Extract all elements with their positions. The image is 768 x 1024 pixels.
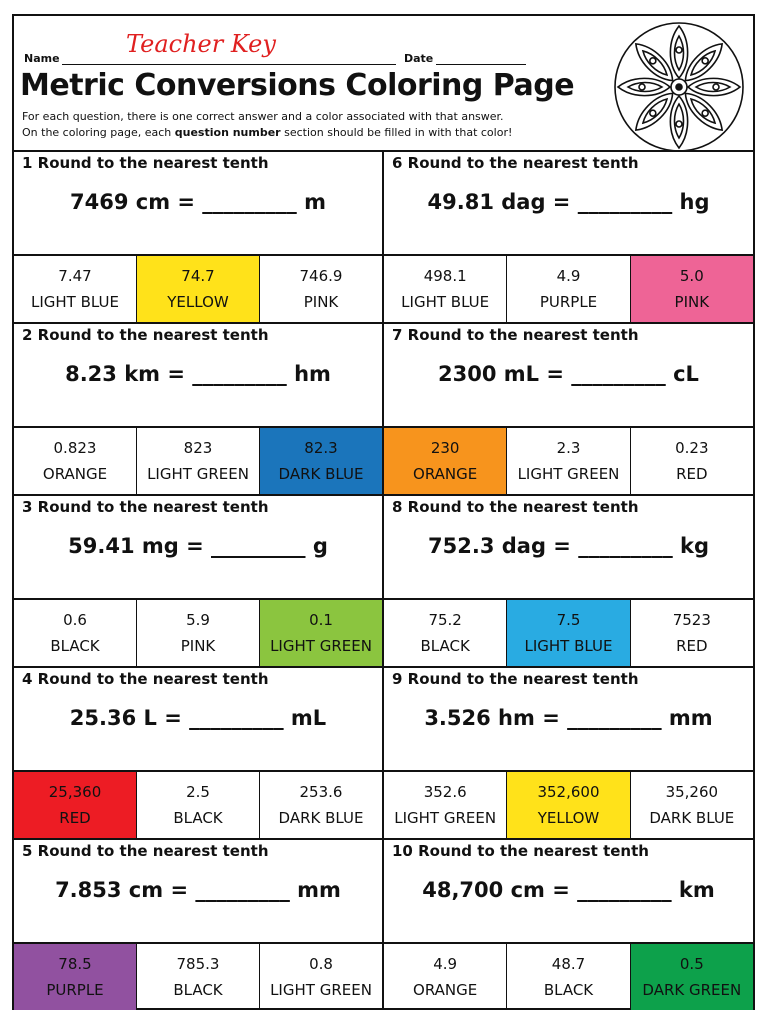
answer-cell[interactable]	[384, 600, 507, 666]
question-expression: 49.81 dag = _________ hg	[427, 190, 710, 214]
name-label: Name	[24, 52, 60, 65]
answer-color-name: DARK BLUE	[278, 809, 364, 827]
left-column	[14, 150, 384, 1010]
worksheet	[12, 14, 755, 1010]
answer-cell[interactable]	[631, 600, 753, 666]
answer-cell[interactable]	[14, 944, 137, 1010]
answer-color-name: PINK	[674, 293, 710, 311]
answer-cell[interactable]	[384, 944, 507, 1010]
answer-color-name: LIGHT GREEN	[394, 809, 497, 827]
question-expression: 59.41 mg = _________ g	[68, 534, 328, 558]
question-block	[14, 494, 382, 666]
divider	[14, 322, 753, 324]
answer-row	[14, 942, 382, 1010]
answer-value: 0.823	[53, 439, 97, 457]
answer-color-name: DARK BLUE	[649, 809, 735, 827]
answer-color-name: DARK BLUE	[278, 465, 364, 483]
answer-value: 0.5	[679, 955, 704, 973]
answer-cell[interactable]	[260, 428, 382, 494]
question-block	[384, 150, 753, 322]
answer-value: 7.5	[556, 611, 581, 629]
answer-cell[interactable]	[137, 944, 260, 1010]
answer-color-name: PINK	[303, 293, 339, 311]
answer-cell[interactable]	[384, 256, 507, 322]
question-block	[384, 838, 753, 1010]
answer-color-name: RED	[676, 637, 708, 655]
date-label: Date	[404, 52, 434, 65]
answer-cell[interactable]	[384, 428, 507, 494]
answer-row	[14, 254, 382, 322]
answer-cell[interactable]	[260, 256, 382, 322]
answer-color-name: LIGHT BLUE	[401, 293, 490, 311]
answer-value: 75.2	[428, 611, 462, 629]
answer-value: 82.3	[304, 439, 338, 457]
answer-row	[384, 770, 753, 838]
question-block	[384, 666, 753, 838]
question-block	[14, 150, 382, 322]
answer-color-name: BLACK	[173, 809, 223, 827]
answer-cell[interactable]	[631, 772, 753, 838]
question-expression: 8.23 km = _________ hm	[65, 362, 331, 386]
answer-cell[interactable]	[507, 256, 630, 322]
answer-color-name: BLACK	[50, 637, 100, 655]
divider	[14, 494, 753, 496]
header	[14, 16, 753, 150]
right-column	[384, 150, 753, 1010]
question-block	[14, 666, 382, 838]
answer-cell[interactable]	[14, 772, 137, 838]
answer-cell[interactable]	[384, 772, 507, 838]
question-title: 3 Round to the nearest tenth	[22, 498, 269, 516]
answer-cell[interactable]	[137, 256, 260, 322]
answer-value: 498.1	[423, 267, 467, 285]
question-title: 6 Round to the nearest tenth	[392, 154, 639, 172]
answer-value: 230	[430, 439, 460, 457]
answer-cell[interactable]	[507, 428, 630, 494]
answer-color-name: DARK GREEN	[642, 981, 742, 999]
answer-value: 746.9	[299, 267, 343, 285]
answer-row	[384, 598, 753, 666]
question-title: 10 Round to the nearest tenth	[392, 842, 649, 860]
answer-value: 823	[183, 439, 213, 457]
question-block	[384, 322, 753, 494]
answer-cell[interactable]	[260, 944, 382, 1010]
answer-value: 785.3	[176, 955, 220, 973]
answer-color-name: BLACK	[543, 981, 594, 999]
question-block	[384, 494, 753, 666]
answer-value: 352.6	[423, 783, 467, 801]
answer-color-name: ORANGE	[413, 981, 478, 999]
question-title: 2 Round to the nearest tenth	[22, 326, 269, 344]
answer-value: 7523	[672, 611, 711, 629]
answer-value: 7.47	[58, 267, 92, 285]
answer-row	[384, 426, 753, 494]
answer-cell[interactable]	[507, 600, 630, 666]
answer-cell[interactable]	[631, 256, 753, 322]
question-expression: 7469 cm = _________ m	[70, 190, 326, 214]
answer-value: 5.0	[679, 267, 704, 285]
question-expression: 48,700 cm = _________ km	[422, 878, 715, 902]
answer-cell[interactable]	[507, 944, 630, 1010]
answer-cell[interactable]	[14, 600, 137, 666]
answer-color-name: BLACK	[420, 637, 470, 655]
page-title: Metric Conversions Coloring Page	[20, 68, 575, 103]
answer-value: 0.1	[309, 611, 333, 629]
answer-value: 253.6	[299, 783, 343, 801]
question-expression: 3.526 hm = _________ mm	[424, 706, 713, 730]
divider	[14, 838, 753, 840]
answer-cell[interactable]	[631, 944, 753, 1010]
answer-color-name: PURPLE	[539, 293, 598, 311]
answer-row	[384, 254, 753, 322]
answer-color-name: LIGHT GREEN	[270, 637, 372, 655]
answer-value: 2.3	[556, 439, 581, 457]
answer-color-name: LIGHT GREEN	[517, 465, 620, 483]
instruction-text: On the coloring page, each	[22, 126, 175, 139]
instruction-text: section should be filled in with that color!	[280, 126, 513, 139]
answer-value: 35,260	[665, 783, 719, 801]
answer-color-name: LIGHT BLUE	[31, 293, 119, 311]
answer-cell[interactable]	[137, 428, 260, 494]
answer-value: 352,600	[537, 783, 600, 801]
answer-value: 2.5	[186, 783, 210, 801]
answer-row	[14, 598, 382, 666]
answer-color-name: ORANGE	[413, 465, 478, 483]
answer-color-name: PINK	[180, 637, 216, 655]
answer-value: 4.9	[556, 267, 581, 285]
answer-value: 78.5	[58, 955, 92, 973]
answer-color-name: LIGHT BLUE	[524, 637, 613, 655]
answer-value: 48.7	[551, 955, 586, 973]
answer-color-name: YELLOW	[167, 293, 229, 311]
question-expression: 25.36 L = _________ mL	[69, 706, 327, 730]
answer-row	[14, 426, 382, 494]
question-block	[14, 322, 382, 494]
answer-cell[interactable]	[507, 772, 630, 838]
answer-value: 74.7	[181, 267, 215, 285]
question-title: 8 Round to the nearest tenth	[392, 498, 639, 516]
answer-cell[interactable]	[137, 772, 260, 838]
name-line	[62, 64, 396, 65]
answer-value: 0.23	[675, 439, 709, 457]
answer-value: 5.9	[186, 611, 210, 629]
answer-color-name: RED	[59, 809, 91, 827]
answer-cell[interactable]	[14, 428, 137, 494]
answer-color-name: BLACK	[173, 981, 223, 999]
mandala-icon	[612, 20, 746, 154]
question-title: 5 Round to the nearest tenth	[22, 842, 269, 860]
answer-cell[interactable]	[260, 600, 382, 666]
answer-cell[interactable]	[631, 428, 753, 494]
answer-cell[interactable]	[260, 772, 382, 838]
question-title: 1 Round to the nearest tenth	[22, 154, 269, 172]
date-line	[436, 64, 526, 65]
teacher-key-annotation: Teacher Key	[126, 30, 276, 58]
answer-cell[interactable]	[14, 256, 137, 322]
answer-value: 25,360	[48, 783, 102, 801]
instruction-line-1: For each question, there is one correct answer and a color associated with that answer.	[22, 110, 504, 123]
answer-row	[14, 770, 382, 838]
answer-value: 4.9	[433, 955, 458, 973]
question-expression: 2300 mL = _________ cL	[438, 362, 699, 386]
answer-color-name: YELLOW	[537, 809, 600, 827]
answer-value: 0.8	[309, 955, 333, 973]
answer-value: 0.6	[63, 611, 87, 629]
question-expression: 7.853 cm = _________ mm	[55, 878, 341, 902]
question-expression: 752.3 dag = _________ kg	[428, 534, 709, 558]
question-title: 4 Round to the nearest tenth	[22, 670, 269, 688]
answer-color-name: PURPLE	[46, 981, 104, 999]
instruction-line-2	[22, 126, 512, 139]
answer-color-name: RED	[676, 465, 708, 483]
question-title: 7 Round to the nearest tenth	[392, 326, 639, 344]
question-title: 9 Round to the nearest tenth	[392, 670, 639, 688]
instruction-emphasis: question number	[174, 126, 281, 139]
answer-cell[interactable]	[137, 600, 260, 666]
question-block	[14, 838, 382, 1010]
answer-color-name: ORANGE	[42, 465, 108, 483]
answer-color-name: LIGHT GREEN	[147, 465, 249, 483]
answer-row	[384, 942, 753, 1010]
divider	[14, 666, 753, 668]
answer-color-name: LIGHT GREEN	[270, 981, 372, 999]
